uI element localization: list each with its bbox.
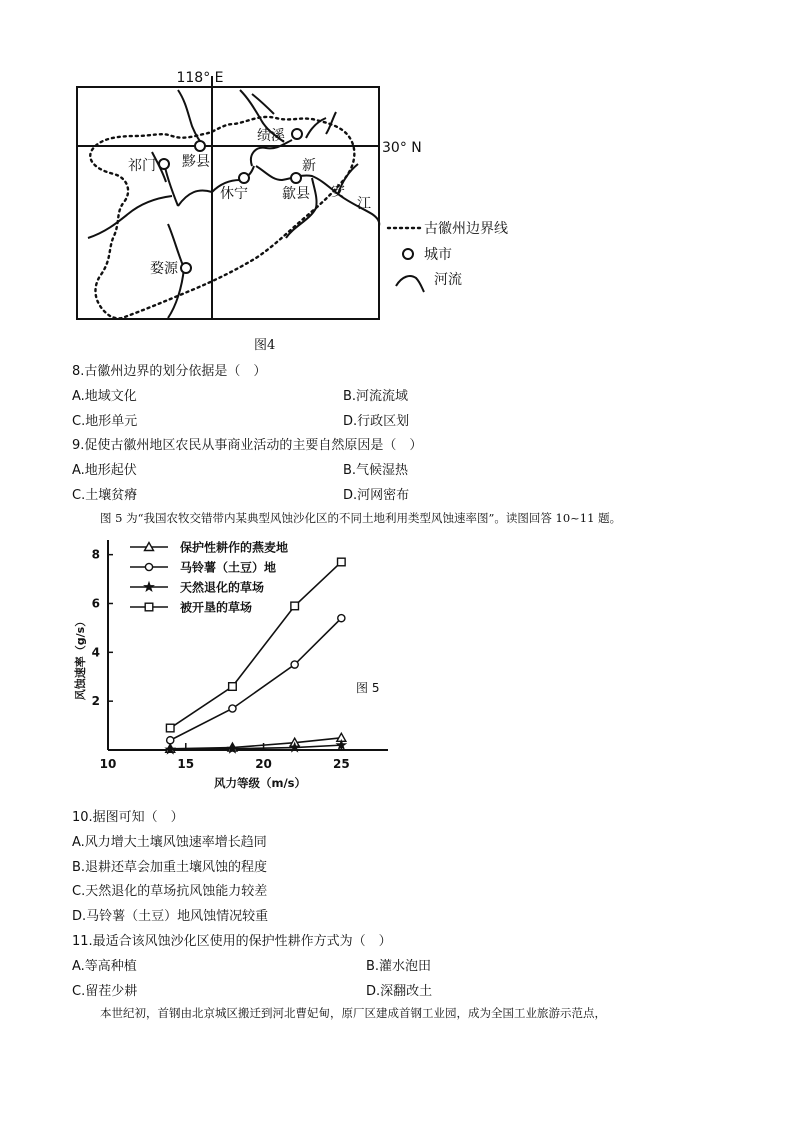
legend-city-label: 城市 (424, 247, 452, 263)
map-svg (70, 62, 530, 362)
question-8-option-d[interactable]: D.行政区划 (343, 414, 410, 429)
city-label-wuyuan: 婺源 (150, 261, 178, 277)
river-line (88, 196, 172, 238)
city-circle-icon (195, 141, 205, 151)
longitude-label: 118° E (176, 70, 224, 86)
figure-5-intro: 图 5 为“我国农牧交错带内某典型风蚀沙化区的不同土地利用类型风蚀速率图”。读图回答 10~11 题。 (100, 511, 622, 525)
river-label-xin: 新 (302, 158, 316, 174)
question-8-option-a[interactable]: A.地域文化 (72, 389, 137, 404)
y-tick-label: 2 (91, 694, 100, 709)
question-11-option-a[interactable]: A.等高种植 (72, 959, 137, 974)
question-8-option-b[interactable]: B.河流流域 (343, 389, 409, 404)
city-label-shexian: 歙县 (282, 186, 310, 202)
question-9-stem: 9.促使古徽州地区农民从事商业活动的主要自然原因是（ ） (72, 438, 423, 453)
legend-label: 马铃薯（土豆）地 (180, 560, 277, 575)
city-circle-icon (181, 263, 191, 273)
square-marker (145, 603, 153, 611)
question-8-option-c[interactable]: C.地形单元 (72, 414, 138, 429)
river-line (178, 191, 212, 206)
question-9-option-d[interactable]: D.河网密布 (343, 488, 410, 503)
question-10-option-b[interactable]: B.退耕还草会加重土壤风蚀的程度 (72, 860, 268, 875)
circle-marker (167, 737, 174, 744)
square-marker (166, 724, 174, 732)
chart-caption: 图 5 (356, 681, 380, 695)
ancient-huizhou-boundary (90, 117, 354, 318)
legend-label: 天然退化的草场 (180, 580, 265, 595)
star-marker (144, 582, 154, 591)
legend-river-label: 河流 (434, 272, 462, 288)
river-line (326, 112, 336, 134)
square-marker (338, 558, 346, 566)
legend-label: 被开垦的草场 (180, 600, 253, 615)
question-11-option-c[interactable]: C.留茬少耕 (72, 984, 138, 999)
city-label-qimen: 祁门 (128, 158, 156, 174)
y-tick-label: 6 (91, 596, 100, 611)
legend-boundary-label: 古徽州边界线 (424, 221, 508, 237)
square-marker (229, 683, 237, 691)
question-11-option-d[interactable]: D.深翻改土 (366, 984, 433, 999)
x-tick-label: 15 (177, 757, 195, 771)
question-9-option-a[interactable]: A.地形起伏 (72, 463, 137, 478)
question-11-stem: 11.最适合该风蚀沙化区使用的保护性耕作方式为（ ） (72, 934, 392, 949)
question-9-option-c[interactable]: C.土壤贫瘠 (72, 488, 138, 503)
city-circle-icon (239, 173, 249, 183)
y-tick-label: 4 (91, 645, 100, 660)
city-circle-icon (291, 173, 301, 183)
y-tick-label: 8 (91, 547, 100, 562)
chart-xlabel: 风力等级（m/s） (213, 776, 307, 790)
question-10-option-a[interactable]: A.风力增大土壤风蚀速率增长趋同 (72, 835, 267, 850)
square-marker (291, 602, 299, 610)
chart-ylabel: 风蚀速率（g/s） (74, 615, 87, 701)
chart-svg (70, 530, 410, 795)
x-tick-label: 25 (332, 757, 350, 771)
circle-marker (145, 563, 152, 570)
circle-marker (291, 661, 298, 668)
latitude-label: 30° N (382, 140, 422, 156)
x-tick-label: 10 (99, 757, 117, 771)
circle-marker (229, 705, 236, 712)
question-10-option-c[interactable]: C.天然退化的草场抗风蚀能力较差 (72, 884, 268, 899)
city-label-yixian: 黟县 (182, 154, 210, 170)
circle-marker (338, 615, 345, 622)
legend-label: 保护性耕作的燕麦地 (180, 540, 289, 555)
river-line (306, 118, 326, 138)
city-circle-icon (159, 159, 169, 169)
city-circle-icon (403, 249, 413, 259)
question-10-stem: 10.据图可知（ ） (72, 810, 184, 825)
question-9-option-b[interactable]: B.气候湿热 (343, 463, 409, 478)
map-caption: 图4 (254, 338, 276, 353)
chart-figure (70, 530, 410, 795)
city-label-xiuning: 休宁 (220, 186, 248, 202)
river-line-icon (396, 276, 424, 292)
x-tick-label: 20 (255, 757, 272, 771)
river-label-jiang: 江 (357, 196, 371, 212)
map-figure (70, 62, 530, 362)
question-10-option-d[interactable]: D.马铃薯（土豆）地风蚀情况较重 (72, 909, 269, 924)
river-label-an: 安 (331, 184, 345, 200)
closing-paragraph: 本世纪初，首钢由北京城区搬迁到河北曹妃甸，原厂区建成首钢工业园，成为全国工业旅游示范点， (100, 1006, 606, 1020)
city-circle-icon (292, 129, 302, 139)
question-11-option-b[interactable]: B.灌水泡田 (366, 959, 432, 974)
city-label-jixi: 绩溪 (257, 128, 285, 144)
question-8-stem: 8.古徽州边界的划分依据是（ ） (72, 364, 267, 379)
series-line-1 (170, 618, 341, 740)
